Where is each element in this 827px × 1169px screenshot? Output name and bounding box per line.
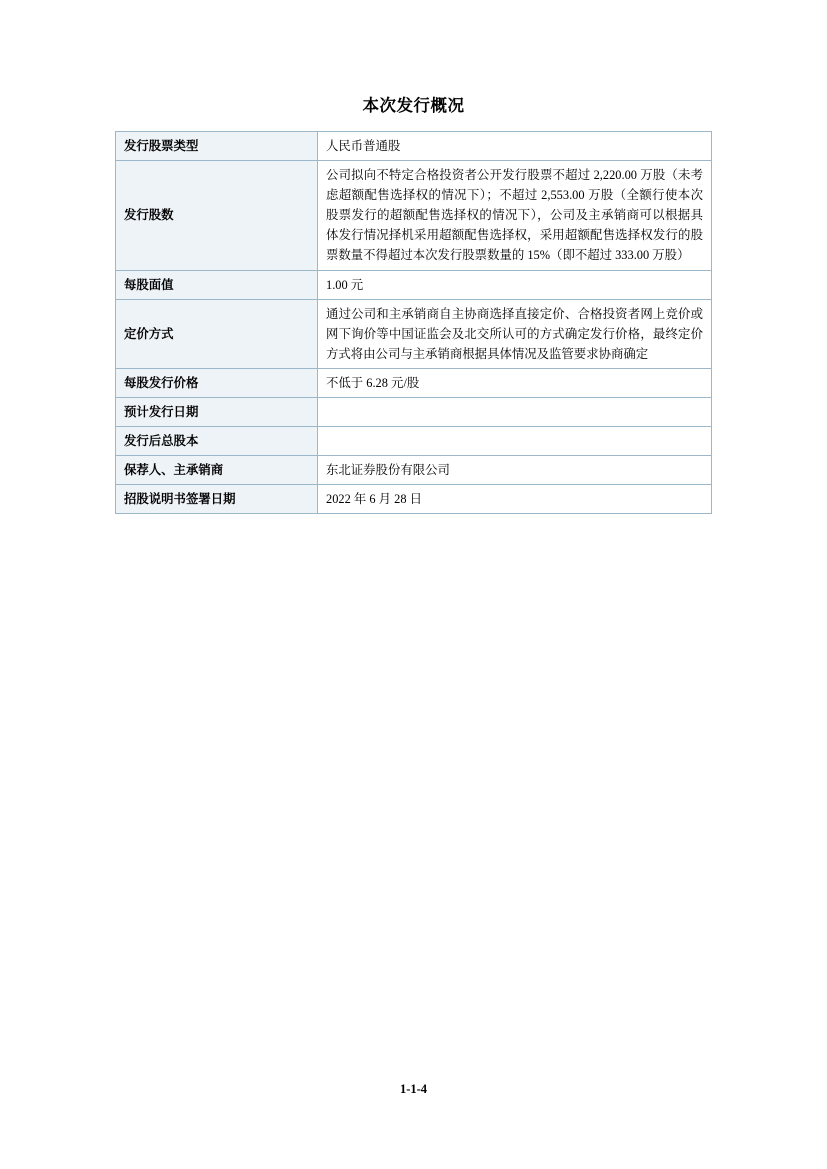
row-value-expected-date	[318, 398, 712, 427]
footer-page-number: 1-1-4	[399, 1082, 428, 1096]
row-label-share-count: 发行股数	[116, 161, 318, 270]
row-value-stock-type: 人民币普通股	[318, 132, 712, 161]
table-row	[116, 427, 712, 456]
row-label-stock-type: 发行股票类型	[116, 132, 318, 161]
row-label-pricing-method: 定价方式	[116, 299, 318, 368]
offering-overview-table	[115, 131, 712, 514]
table-body	[116, 132, 712, 514]
table-row	[116, 368, 712, 397]
table-row	[116, 161, 712, 270]
table-row	[116, 456, 712, 485]
row-value-par-value: 1.00 元	[318, 270, 712, 299]
row-label-expected-date: 预计发行日期	[116, 398, 318, 427]
row-label-issue-price: 每股发行价格	[116, 368, 318, 397]
table-row	[116, 270, 712, 299]
table-row	[116, 299, 712, 368]
table-row	[116, 132, 712, 161]
table-row	[116, 398, 712, 427]
row-label-signing-date: 招股说明书签署日期	[116, 485, 318, 514]
page-title: 本次发行概况	[362, 97, 465, 115]
row-value-signing-date: 2022 年 6 月 28 日	[318, 485, 712, 514]
row-label-sponsor: 保荐人、主承销商	[116, 456, 318, 485]
row-label-par-value: 每股面值	[116, 270, 318, 299]
row-value-pricing-method: 通过公司和主承销商自主协商选择直接定价、合格投资者网上竞价或网下询价等中国证监会及北交所认可的方式确定发行价格，最终定价方式将由公司与主承销商根据具体情况及监管要求协商确定	[318, 299, 712, 368]
row-value-total-capital	[318, 427, 712, 456]
row-label-total-capital: 发行后总股本	[116, 427, 318, 456]
row-value-issue-price: 不低于 6.28 元/股	[318, 368, 712, 397]
table-row	[116, 485, 712, 514]
row-value-share-count: 公司拟向不特定合格投资者公开发行股票不超过 2,220.00 万股（未考虑超额配售选择权的情况下）；不超过 2,553.00 万股（全额行使本次股票发行的超额配售选择权的情况下），公司及主承销商可以根据具体发行情况择机采用超额配售选择权，采用超额配售选择权发行的股票数量不得超过本次发行股票数量的 15%（即不超过 333.00 万股）	[318, 161, 712, 270]
row-value-sponsor: 东北证券股份有限公司	[318, 456, 712, 485]
